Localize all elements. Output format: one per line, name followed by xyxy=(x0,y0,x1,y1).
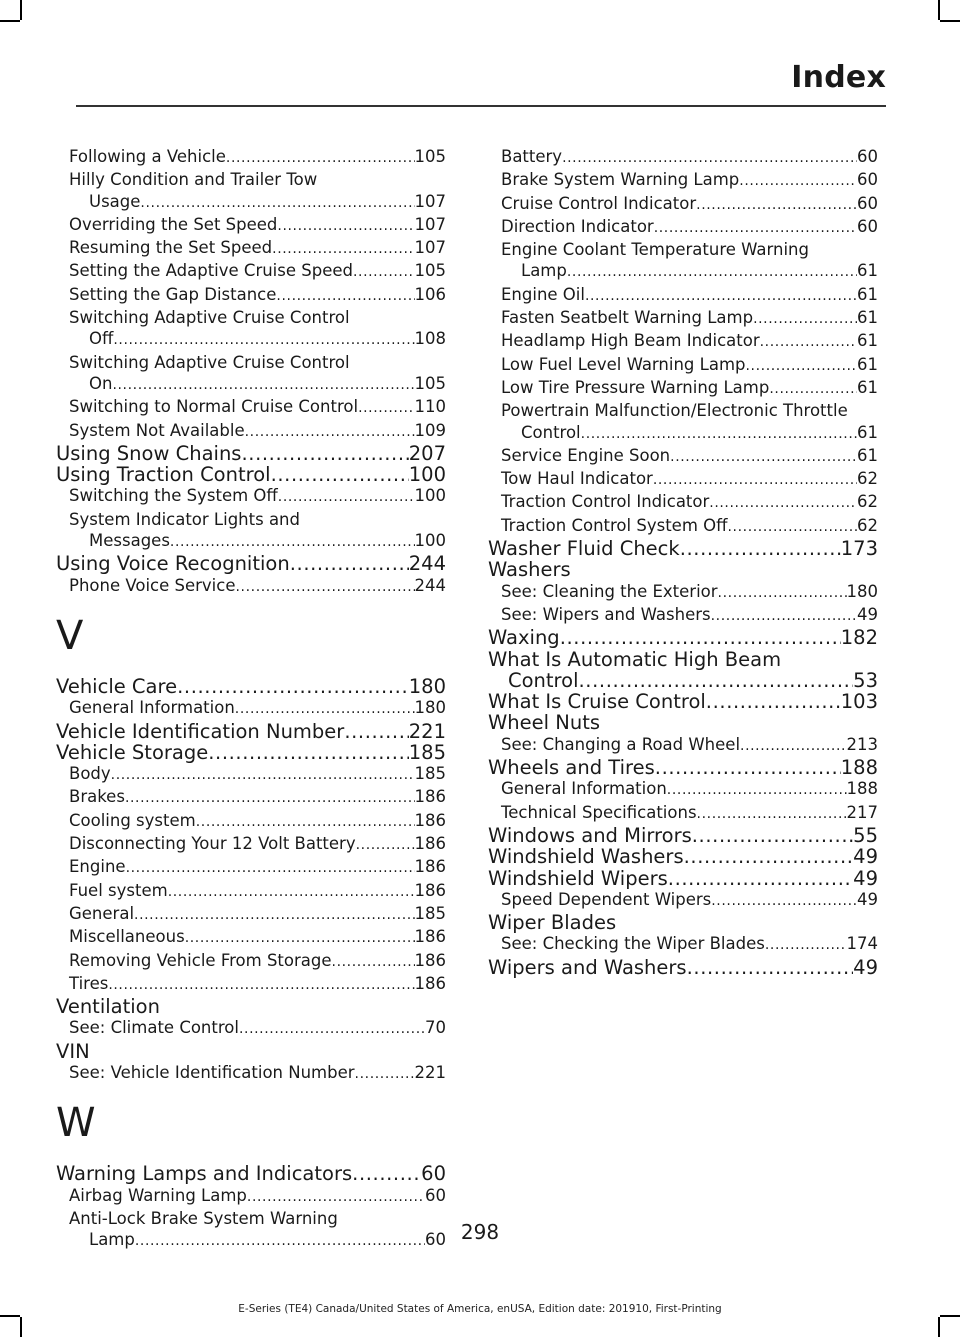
index-entry-label: Following a Vehicle xyxy=(69,147,226,166)
index-entry-page: 186 xyxy=(414,973,446,993)
index-entry-page: 173 xyxy=(840,537,878,561)
index-entry-page: 186 xyxy=(414,857,446,877)
index-entry-page: 221 xyxy=(414,1062,446,1082)
index-entry-on[interactable] xyxy=(56,373,446,396)
index-entry-label: What Is Cruise Control xyxy=(488,690,706,714)
index-column-right xyxy=(488,146,878,978)
index-entry-label: Cooling system xyxy=(69,810,196,830)
dot-leader xyxy=(692,825,853,846)
index-entry-label: General Information xyxy=(501,779,667,799)
index-entry-label: Low Fuel Level Warning Lamp xyxy=(501,354,746,374)
index-entry-label: Phone Voice Service xyxy=(69,575,236,595)
index-entry-page: 185 xyxy=(414,764,446,784)
index-entry-vehicle-identification-number[interactable] xyxy=(56,721,446,742)
index-entry-label: System Not Available xyxy=(69,420,245,440)
index-entry-label: Switching to Normal Cruise Control xyxy=(69,397,359,417)
index-entry-miscellaneous[interactable] xyxy=(56,926,446,949)
index-entry-usage[interactable] xyxy=(56,191,446,214)
dot-leader xyxy=(684,846,854,867)
index-entry-label: On xyxy=(89,373,113,393)
index-entry-label: Lamp xyxy=(521,261,567,281)
index-entry-overriding-the-set-speed[interactable] xyxy=(56,214,446,237)
index-entry-label: Service Engine Soon xyxy=(501,445,671,465)
index-entry-what-is-cruise-control[interactable] xyxy=(488,691,878,712)
index-entry-label: Fasten Seatbelt Warning Lamp xyxy=(501,308,754,328)
index-entry-label: Engine Oil xyxy=(501,284,585,304)
dot-leader xyxy=(113,328,414,351)
index-entry-label: Using Snow Chains xyxy=(56,441,242,465)
crop-mark xyxy=(20,1317,22,1337)
index-entry-page: 62 xyxy=(857,515,878,535)
index-entry-label: Vehicle Care xyxy=(56,674,178,698)
dot-leader xyxy=(769,377,857,400)
index-entry-see-cleaning-the-exterior[interactable] xyxy=(488,581,878,604)
index-entry-page: 49 xyxy=(857,889,878,909)
dot-leader xyxy=(226,146,415,169)
dot-leader xyxy=(125,786,415,809)
crop-mark xyxy=(940,1315,960,1317)
index-entry-label: Cruise Control Indicator xyxy=(501,193,697,213)
index-entry-page: 61 xyxy=(857,354,878,374)
index-entry-label: Lamp xyxy=(89,1230,135,1250)
index-entry-technical-specifications[interactable] xyxy=(488,802,878,825)
index-entry-page: 185 xyxy=(414,903,446,923)
index-entry-page: 105 xyxy=(414,373,446,393)
index-entry-page: 180 xyxy=(408,674,446,698)
dot-leader xyxy=(134,903,414,926)
index-entry-page: 244 xyxy=(414,575,446,595)
index-entry-page: 60 xyxy=(425,1185,446,1205)
index-entry-page: 49 xyxy=(853,845,878,869)
dot-leader xyxy=(358,396,414,419)
dot-leader xyxy=(718,581,847,604)
crop-mark xyxy=(0,20,20,22)
section-letter-v: V xyxy=(56,612,84,659)
dot-leader xyxy=(567,260,857,283)
index-entry-label: Wipers and Washers xyxy=(488,955,687,979)
header-divider xyxy=(76,105,886,107)
index-entry-fuel-system[interactable] xyxy=(56,880,446,903)
index-entry-label: Tires xyxy=(69,973,109,993)
index-entry-page: 186 xyxy=(414,880,446,900)
dot-leader xyxy=(276,284,414,307)
dot-leader xyxy=(236,575,415,598)
dot-leader xyxy=(667,778,847,801)
index-entry-label: Wheels and Tires xyxy=(488,756,655,780)
index-entry-label: Usage xyxy=(89,191,141,211)
index-entry-page: 103 xyxy=(840,690,878,714)
index-entry-traction-control-system-off[interactable] xyxy=(488,515,878,538)
index-entry-page: 70 xyxy=(425,1018,446,1038)
index-entry-label: General Information xyxy=(69,698,235,718)
index-entry-label: See: Vehicle Identification Number xyxy=(69,1062,355,1082)
index-entry-label: Brake System Warning Lamp xyxy=(501,170,740,190)
index-entry-page: 49 xyxy=(853,866,878,890)
index-entry-label: Vehicle Storage xyxy=(56,740,209,764)
index-entry-page: 100 xyxy=(414,531,446,551)
index-entry-windshield-washers[interactable] xyxy=(488,846,878,867)
index-entry-page: 61 xyxy=(857,422,878,442)
index-entry-vehicle-storage[interactable] xyxy=(56,742,446,763)
index-entry-phone-voice-service[interactable] xyxy=(56,575,446,598)
index-entry-page: 188 xyxy=(840,756,878,780)
dot-leader xyxy=(239,1017,425,1040)
crop-mark xyxy=(938,0,940,20)
index-heading-ventilation: Ventilation xyxy=(56,995,160,1019)
index-entry-control[interactable] xyxy=(488,670,878,691)
index-entry-page: 108 xyxy=(414,329,446,349)
dot-leader xyxy=(697,802,847,825)
dot-leader xyxy=(241,443,408,464)
index-entry-page: 186 xyxy=(414,787,446,807)
dot-leader xyxy=(168,880,415,903)
index-entry-page: 186 xyxy=(414,810,446,830)
index-heading-engine-coolant-temperature-warning: Engine Coolant Temperature Warning xyxy=(501,240,809,260)
index-entry-off[interactable] xyxy=(56,328,446,351)
index-entry-page: 107 xyxy=(414,191,446,211)
index-entry-switching-the-system-off[interactable] xyxy=(56,485,446,508)
index-heading-wiper-blades: Wiper Blades xyxy=(488,911,617,935)
crop-mark xyxy=(940,20,960,22)
index-entry-setting-the-gap-distance[interactable] xyxy=(56,284,446,307)
index-entry-see-wipers-and-washers[interactable] xyxy=(488,604,878,627)
index-entry-label: Off xyxy=(89,329,114,349)
index-entry-page: 188 xyxy=(846,779,878,799)
index-entry-label: See: Climate Control xyxy=(69,1018,239,1038)
index-entry-label: Resuming the Set Speed xyxy=(69,238,273,258)
index-entry-page: 180 xyxy=(846,581,878,601)
index-entry-resuming-the-set-speed[interactable] xyxy=(56,237,446,260)
index-entry-low-fuel-level-warning-lamp[interactable] xyxy=(488,354,878,377)
dot-leader xyxy=(353,260,415,283)
index-entry-label: Brakes xyxy=(69,787,125,807)
dot-leader xyxy=(760,330,857,353)
index-entry-label: Windows and Mirrors xyxy=(488,823,692,847)
index-entry-warning-lamps-and-indicators[interactable] xyxy=(56,1163,446,1184)
dot-leader xyxy=(247,1185,425,1208)
dot-leader xyxy=(654,216,857,239)
index-entry-control[interactable] xyxy=(488,422,878,445)
dot-leader xyxy=(709,491,857,514)
index-entry-page: 60 xyxy=(425,1230,446,1250)
index-entry-page: 180 xyxy=(414,698,446,718)
index-entry-page: 182 xyxy=(840,626,878,650)
index-heading-washers: Washers xyxy=(488,558,571,582)
index-entry-page: 55 xyxy=(853,823,878,847)
index-entry-page: 49 xyxy=(853,955,878,979)
dot-leader xyxy=(352,1163,421,1184)
index-entry-label: See: Changing a Road Wheel xyxy=(501,734,741,754)
index-entry-brakes[interactable] xyxy=(56,786,446,809)
index-entry-label: Battery xyxy=(501,147,563,166)
dot-leader xyxy=(245,420,415,443)
index-entry-using-snow-chains[interactable] xyxy=(56,443,446,464)
index-entry-page: 213 xyxy=(846,734,878,754)
index-entry-label: See: Cleaning the Exterior xyxy=(501,581,718,601)
index-entry-page: 60 xyxy=(857,216,878,236)
dot-leader xyxy=(196,810,415,833)
index-entry-tires[interactable] xyxy=(56,973,446,996)
index-heading-vin: VIN xyxy=(56,1039,90,1063)
dot-leader xyxy=(170,530,415,553)
crop-mark xyxy=(938,1317,940,1337)
index-entry-label: See: Wipers and Washers xyxy=(501,604,711,624)
index-entry-low-tire-pressure-warning-lamp[interactable] xyxy=(488,377,878,400)
dot-leader xyxy=(272,237,414,260)
dot-leader xyxy=(208,742,409,763)
index-heading-switching-adaptive-cruise-control: Switching Adaptive Cruise Control xyxy=(69,352,350,372)
index-entry-battery[interactable] xyxy=(488,146,878,169)
index-entry-page: 107 xyxy=(414,214,446,234)
dot-leader xyxy=(277,214,414,237)
index-entry-see-changing-a-road-wheel[interactable] xyxy=(488,734,878,757)
index-entry-lamp[interactable] xyxy=(488,260,878,283)
dot-leader xyxy=(177,676,409,697)
dot-leader xyxy=(111,763,415,786)
page-title: Index xyxy=(791,60,886,95)
index-entry-using-voice-recognition[interactable] xyxy=(56,553,446,574)
index-entry-label: Switching the System Off xyxy=(69,486,278,506)
index-entry-brake-system-warning-lamp[interactable] xyxy=(488,169,878,192)
index-heading-what-is-automatic-high-beam: What Is Automatic High Beam xyxy=(488,647,782,671)
dot-leader xyxy=(655,757,841,778)
index-entry-headlamp-high-beam-indicator[interactable] xyxy=(488,330,878,353)
index-entry-label: Headlamp High Beam Indicator xyxy=(501,331,760,351)
index-entry-page: 105 xyxy=(414,261,446,281)
dot-leader xyxy=(746,354,858,377)
index-entry-page: 110 xyxy=(414,397,446,417)
index-entry-label: Control xyxy=(508,668,579,692)
index-entry-page: 244 xyxy=(408,552,446,576)
index-entry-system-not-available[interactable] xyxy=(56,420,446,443)
index-entry-page: 60 xyxy=(857,193,878,213)
index-entry-service-engine-soon[interactable] xyxy=(488,445,878,468)
dot-leader xyxy=(687,957,854,978)
dot-leader xyxy=(140,191,414,214)
index-heading-hilly-condition-and-trailer-tow: Hilly Condition and Trailer Tow xyxy=(69,170,318,190)
index-entry-label: Airbag Warning Lamp xyxy=(69,1185,247,1205)
index-entry-page: 61 xyxy=(857,331,878,351)
index-entry-traction-control-indicator[interactable] xyxy=(488,491,878,514)
index-entry-body[interactable] xyxy=(56,763,446,786)
edition-footer: E-Series (TE4) Canada/United States of America, enUSA, Edition date: 201910, First-Printing xyxy=(238,1303,722,1315)
index-entry-setting-the-adaptive-cruise-speed[interactable] xyxy=(56,260,446,283)
dot-leader xyxy=(728,515,858,538)
index-entry-page: 61 xyxy=(857,284,878,304)
index-entry-label: Removing Vehicle From Storage xyxy=(69,950,332,970)
dot-leader xyxy=(765,933,847,956)
index-entry-page: 60 xyxy=(421,1162,446,1186)
dot-leader xyxy=(680,538,841,559)
index-entry-label: Waxing xyxy=(488,626,560,650)
index-entry-label: Fuel system xyxy=(69,880,168,900)
index-entry-label: Low Tire Pressure Warning Lamp xyxy=(501,377,770,397)
index-entry-label: Setting the Gap Distance xyxy=(69,284,277,304)
index-entry-label: Direction Indicator xyxy=(501,216,654,236)
index-entry-page: 221 xyxy=(408,719,446,743)
index-entry-label: Control xyxy=(521,422,581,442)
index-entry-following-a-vehicle[interactable] xyxy=(56,146,446,169)
crop-mark xyxy=(20,0,22,20)
index-entry-page: 185 xyxy=(408,740,446,764)
index-heading-powertrain-malfunction-electronic-throttle: Powertrain Malfunction/Electronic Throttle xyxy=(501,401,848,421)
dot-leader xyxy=(668,868,853,889)
index-entry-label: See: Checking the Wiper Blades xyxy=(501,934,765,954)
dot-leader xyxy=(355,1062,415,1085)
dot-leader xyxy=(278,485,415,508)
index-entry-page: 207 xyxy=(408,441,446,465)
dot-leader xyxy=(585,284,857,307)
index-entry-page: 61 xyxy=(857,261,878,281)
index-entry-windows-and-mirrors[interactable] xyxy=(488,825,878,846)
dot-leader xyxy=(670,445,857,468)
index-entry-page: 53 xyxy=(853,668,878,692)
dot-leader xyxy=(579,670,854,691)
index-entry-label: Traction Control System Off xyxy=(501,515,728,535)
dot-leader xyxy=(271,464,409,485)
index-entry-page: 60 xyxy=(857,170,878,190)
index-entry-page: 186 xyxy=(414,834,446,854)
index-entry-page: 61 xyxy=(857,445,878,465)
index-entry-label: Technical Specifications xyxy=(501,802,697,822)
index-entry-general-information[interactable] xyxy=(56,697,446,720)
index-heading-system-indicator-lights-and: System Indicator Lights and xyxy=(69,509,300,529)
crop-mark xyxy=(0,1315,20,1317)
index-column-left xyxy=(56,146,446,1252)
index-entry-wipers-and-washers[interactable] xyxy=(488,957,878,978)
index-entry-label: Miscellaneous xyxy=(69,927,185,947)
index-entry-label: Messages xyxy=(89,531,170,551)
dot-leader xyxy=(653,468,857,491)
dot-leader xyxy=(711,889,857,912)
index-entry-page: 109 xyxy=(414,420,446,440)
index-entry-see-checking-the-wiper-blades[interactable] xyxy=(488,933,878,956)
index-entry-removing-vehicle-from-storage[interactable] xyxy=(56,950,446,973)
index-entry-direction-indicator[interactable] xyxy=(488,216,878,239)
dot-leader xyxy=(332,950,415,973)
index-heading-wheel-nuts: Wheel Nuts xyxy=(488,711,601,735)
index-entry-label: Warning Lamps and Indicators xyxy=(56,1162,353,1186)
index-entry-page: 62 xyxy=(857,492,878,512)
index-entry-vehicle-care[interactable] xyxy=(56,676,446,697)
index-entry-speed-dependent-wipers[interactable] xyxy=(488,889,878,912)
index-entry-switching-to-normal-cruise-control[interactable] xyxy=(56,396,446,419)
index-entry-disconnecting-your-12-volt-battery[interactable] xyxy=(56,833,446,856)
dot-leader xyxy=(753,307,857,330)
dot-leader xyxy=(356,833,415,856)
dot-leader xyxy=(290,553,409,574)
index-entry-label: Using Voice Recognition xyxy=(56,552,290,576)
dot-leader xyxy=(696,193,857,216)
index-entry-general-information[interactable] xyxy=(488,778,878,801)
dot-leader xyxy=(560,627,841,648)
index-entry-label: Engine xyxy=(69,857,126,877)
page-number: 298 xyxy=(460,1220,500,1244)
index-entry-wheels-and-tires[interactable] xyxy=(488,757,878,778)
dot-leader xyxy=(581,422,857,445)
index-entry-page: 186 xyxy=(414,950,446,970)
index-entry-page: 105 xyxy=(414,147,446,166)
index-entry-label: Body xyxy=(69,764,111,784)
index-entry-label: Setting the Adaptive Cruise Speed xyxy=(69,261,353,281)
dot-leader xyxy=(235,697,415,720)
index-entry-label: Using Traction Control xyxy=(56,463,271,487)
index-entry-page: 174 xyxy=(846,934,878,954)
index-entry-label: Overriding the Set Speed xyxy=(69,214,278,234)
index-heading-anti-lock-brake-system-warning: Anti-Lock Brake System Warning xyxy=(69,1208,338,1228)
index-entry-engine-oil[interactable] xyxy=(488,284,878,307)
index-entry-label: Vehicle Identification Number xyxy=(56,719,345,743)
index-entry-label: Traction Control Indicator xyxy=(501,492,710,512)
index-entry-engine[interactable] xyxy=(56,856,446,879)
section-letter-w: W xyxy=(56,1100,96,1147)
index-entry-page: 61 xyxy=(857,308,878,328)
index-entry-page: 100 xyxy=(414,486,446,506)
dot-leader xyxy=(740,734,846,757)
index-entry-page: 61 xyxy=(857,377,878,397)
dot-leader xyxy=(562,146,857,169)
index-entry-airbag-warning-lamp[interactable] xyxy=(56,1185,446,1208)
index-entry-using-traction-control[interactable] xyxy=(56,464,446,485)
dot-leader xyxy=(126,856,415,879)
index-entry-page: 100 xyxy=(408,463,446,487)
index-entry-washer-fluid-check[interactable] xyxy=(488,538,878,559)
index-entry-page: 60 xyxy=(857,147,878,166)
index-entry-see-vehicle-identification-number[interactable] xyxy=(56,1062,446,1085)
index-entry-fasten-seatbelt-warning-lamp[interactable] xyxy=(488,307,878,330)
index-entry-windshield-wipers[interactable] xyxy=(488,868,878,889)
index-entry-label: Tow Haul Indicator xyxy=(501,469,653,489)
dot-leader xyxy=(711,604,857,627)
index-entry-waxing[interactable] xyxy=(488,627,878,648)
index-entry-see-climate-control[interactable] xyxy=(56,1017,446,1040)
index-entry-label: Speed Dependent Wipers xyxy=(501,889,712,909)
index-entry-page: 186 xyxy=(414,927,446,947)
index-entry-page: 62 xyxy=(857,469,878,489)
index-entry-tow-haul-indicator[interactable] xyxy=(488,468,878,491)
dot-leader xyxy=(739,169,857,192)
index-entry-label: Windshield Wipers xyxy=(488,866,668,890)
index-entry-label: General xyxy=(69,903,135,923)
dot-leader xyxy=(108,973,414,996)
index-entry-general[interactable] xyxy=(56,903,446,926)
index-entry-label: Disconnecting Your 12 Volt Battery xyxy=(69,834,356,854)
index-heading-switching-adaptive-cruise-control: Switching Adaptive Cruise Control xyxy=(69,308,350,328)
index-entry-cruise-control-indicator[interactable] xyxy=(488,193,878,216)
dot-leader xyxy=(344,721,408,742)
dot-leader xyxy=(706,691,841,712)
dot-leader xyxy=(112,373,414,396)
index-entry-page: 217 xyxy=(846,802,878,822)
index-entry-label: Washer Fluid Check xyxy=(488,537,680,561)
dot-leader xyxy=(185,926,415,949)
index-entry-messages[interactable] xyxy=(56,530,446,553)
index-entry-page: 107 xyxy=(414,238,446,258)
index-entry-cooling-system[interactable] xyxy=(56,810,446,833)
index-entry-page: 106 xyxy=(414,284,446,304)
index-entry-label: Windshield Washers xyxy=(488,845,684,869)
index-entry-page: 49 xyxy=(857,604,878,624)
